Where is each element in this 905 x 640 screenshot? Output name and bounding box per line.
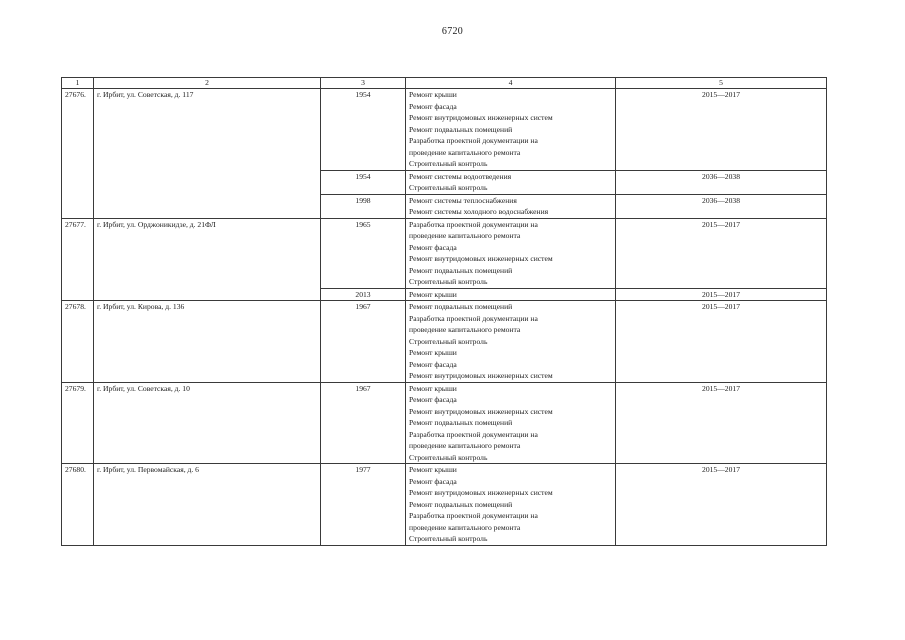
repair-work-item: Строительный контроль [409,534,488,543]
building-address: г. Ирбит, ул. Кирова, д. 136 [94,301,321,383]
repair-works-list [406,288,616,301]
building-number: 27680. [62,464,94,546]
repair-work-item: Ремонт системы водоотведения [409,171,512,181]
repair-work-item: Ремонт фасада [409,359,457,369]
building-address: г. Ирбит, ул. Советская, д. 117 [94,89,321,219]
table-row [62,464,827,546]
construction-year: 1967 [321,301,406,383]
column-header-1: 1 [62,78,94,89]
column-header-3: 3 [321,78,406,89]
repair-work-item: Ремонт внутридомовых инженерных систем [409,406,553,416]
building-number: 27679. [62,382,94,464]
repair-work-item: Ремонт внутридомовых инженерных систем [409,113,553,122]
repair-schedule-table [61,77,827,546]
repair-work-item: Ремонт фасада [409,395,457,404]
building-address: г. Ирбит, ул. Орджоникидзе, д. 21ФЛ [94,218,321,301]
building-number: 27677. [62,218,94,301]
repair-works-list [406,218,616,288]
repair-works-list [406,170,616,194]
repair-work-item: Ремонт подвальных помещений [409,418,513,427]
repair-works-list [406,194,616,218]
repair-works-list [406,464,616,546]
repair-work-item: Ремонт системы теплоснабжения [409,195,517,205]
repair-work-item: Разработка проектной документации на [409,511,538,520]
repair-work-item: Строительный контроль [409,183,488,192]
construction-year: 1977 [321,464,406,546]
repair-work-item: Строительный контроль [409,159,488,168]
construction-year: 1954 [321,89,406,171]
table-row [62,89,827,171]
repair-period: 2015—2017 [616,382,827,464]
repair-work-item: проведение капитального ремонта [409,231,521,240]
page-number: 6720 [441,26,464,37]
repair-period: 2015—2017 [616,89,827,171]
table-header-row [62,78,827,89]
building-address: г. Ирбит, ул. Первомайская, д. 6 [94,464,321,546]
repair-works-list [406,301,616,383]
repair-work-item: Ремонт крыши [409,348,457,357]
repair-work-item: Ремонт подвальных помещений [409,124,513,134]
building-address: г. Ирбит, ул. Советская, д. 10 [94,382,321,464]
construction-year: 2013 [321,288,406,301]
repair-work-item: Разработка проектной документации на [409,219,538,229]
repair-period: 2015—2017 [616,218,827,288]
repair-work-item: проведение капитального ремонта [409,441,521,450]
repair-work-item: Ремонт подвальных помещений [409,265,513,275]
repair-work-item: Ремонт фасада [409,476,457,486]
column-header-2: 2 [94,78,321,89]
repair-period: 2036—2038 [616,170,827,194]
repair-work-item: Ремонт крыши [409,465,457,474]
repair-work-item: Строительный контроль [409,452,488,462]
repair-period: 2015—2017 [616,288,827,301]
table-body [62,89,827,546]
repair-work-item: Ремонт фасада [409,242,457,252]
table-row [62,218,827,288]
construction-year: 1998 [321,194,406,218]
repair-work-item: Строительный контроль [409,336,488,346]
repair-work-item: проведение капитального ремонта [409,522,521,532]
repair-work-item: Ремонт крыши [409,289,457,299]
repair-work-item: проведение капитального ремонта [409,147,521,157]
repair-work-item: проведение капитального ремонта [409,325,521,334]
repair-period: 2015—2017 [616,301,827,383]
repair-work-item: Ремонт подвальных помещений [409,302,513,311]
table-row [62,301,827,383]
building-number: 27678. [62,301,94,383]
construction-year: 1954 [321,170,406,194]
repair-works-list [406,89,616,171]
repair-work-item: Разработка проектной документации на [409,136,538,145]
repair-work-item: Разработка проектной документации на [409,313,538,323]
repair-period: 2015—2017 [616,464,827,546]
repair-work-item: Ремонт крыши [409,383,457,393]
repair-work-item: Разработка проектной документации на [409,429,538,439]
column-header-5: 5 [616,78,827,89]
repair-work-item: Ремонт внутридомовых инженерных систем [409,371,553,380]
table-row [62,382,827,464]
repair-work-item: Ремонт крыши [409,90,457,99]
repair-work-item: Ремонт фасада [409,101,457,111]
column-header-4: 4 [406,78,616,89]
repair-work-item: Ремонт внутридомовых инженерных систем [409,488,553,497]
construction-year: 1967 [321,382,406,464]
repair-work-item: Ремонт внутридомовых инженерных систем [409,254,553,263]
repair-work-item: Ремонт подвальных помещений [409,499,513,509]
construction-year: 1965 [321,218,406,288]
building-number: 27676. [62,89,94,219]
repair-period: 2036—2038 [616,194,827,218]
repair-works-list [406,382,616,464]
repair-work-item: Строительный контроль [409,277,488,286]
repair-work-item: Ремонт системы холодного водоснабжения [409,207,549,216]
